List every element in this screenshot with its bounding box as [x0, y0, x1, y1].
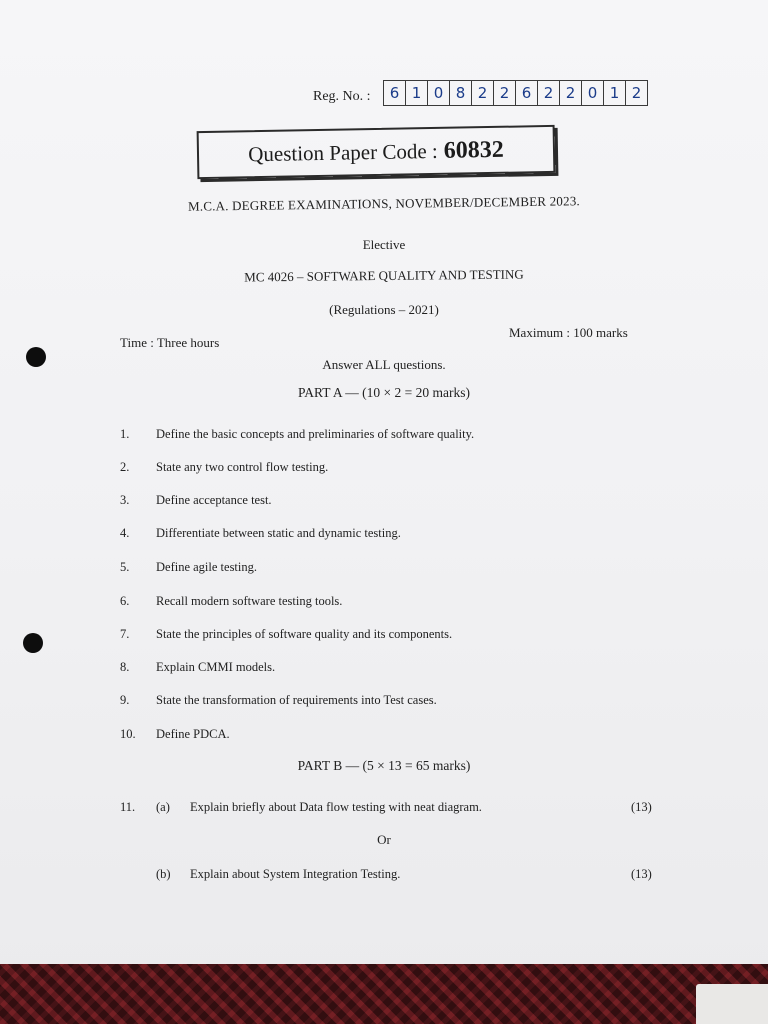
question-number: 10. [120, 727, 136, 741]
question-item [0, 427, 768, 445]
time-duration: Time : Three hours [120, 335, 220, 350]
question-marks: (13) [631, 800, 652, 814]
question-item [0, 560, 768, 578]
question-text: Define acceptance test. [156, 493, 272, 507]
instruction: Answer ALL questions. [322, 357, 446, 372]
maximum-marks: Maximum : 100 marks [509, 325, 628, 340]
subject-title: MC 4026 – SOFTWARE QUALITY AND TESTING [244, 266, 524, 285]
question-number: 11. [120, 800, 136, 814]
exam-title: M.C.A. DEGREE EXAMINATIONS, NOVEMBER/DECEMBER 2023. [187, 193, 581, 214]
question-paper-code-box [197, 125, 556, 179]
question-text: Explain about System Integration Testing. [190, 867, 401, 881]
question-item [0, 627, 768, 645]
question-text: Define agile testing. [156, 560, 258, 574]
question-item [0, 727, 768, 745]
reg-digit: 6 [384, 81, 406, 105]
question-number: 7. [120, 627, 130, 641]
question-item [0, 493, 768, 511]
reg-digit: 6 [516, 81, 538, 105]
question-text: State the transformation of requirements into Test cases. [156, 693, 437, 707]
corner-paper [696, 984, 768, 1024]
question-text: State the principles of software quality and its components. [156, 627, 453, 641]
question-text: Explain briefly about Data flow testing with neat diagram. [190, 800, 482, 814]
question-11a [0, 800, 768, 818]
reg-digit: 0 [582, 81, 604, 105]
reg-digit: 0 [428, 81, 450, 105]
reg-digit: 1 [406, 81, 428, 105]
reg-digit: 2 [631, 84, 642, 102]
question-text: Explain CMMI models. [156, 660, 276, 674]
question-item [0, 460, 768, 478]
question-sub-label: (b) [156, 867, 171, 881]
question-item [0, 660, 768, 678]
question-11b [0, 867, 768, 885]
question-text: State any two control flow testing. [156, 460, 329, 474]
reg-digit: 2 [560, 81, 582, 105]
question-text: Differentiate between static and dynamic testing. [156, 526, 401, 540]
question-item [0, 594, 768, 612]
part-b-heading: PART B — (5 × 13 = 65 marks) [297, 758, 471, 773]
or-separator: Or [377, 832, 391, 847]
question-number: 2. [120, 460, 130, 474]
reg-no-boxes [383, 80, 648, 106]
question-number: 8. [120, 660, 130, 674]
question-number: 9. [120, 693, 130, 707]
background-fabric [0, 964, 768, 1024]
question-number: 3. [120, 493, 130, 507]
question-item [0, 693, 768, 711]
reg-digit: 8 [450, 81, 472, 105]
reg-no-label: Reg. No. : [313, 89, 371, 104]
regulations: (Regulations – 2021) [329, 302, 439, 317]
question-text: Recall modern software testing tools. [156, 594, 343, 608]
question-number: 5. [120, 560, 130, 574]
reg-digit: 2 [472, 81, 494, 105]
question-marks: (13) [631, 867, 652, 881]
question-text: Define the basic concepts and preliminaries of software quality. [156, 427, 475, 441]
reg-digit: 1 [604, 81, 626, 105]
question-number: 4. [120, 526, 130, 540]
question-number: 1. [120, 427, 130, 441]
question-text: Define PDCA. [156, 727, 230, 741]
reg-digit: 2 [538, 81, 560, 105]
reg-digit: 2 [494, 81, 516, 105]
code-label: Question Paper Code : [248, 138, 438, 166]
part-a-heading: PART A — (10 × 2 = 20 marks) [298, 385, 470, 400]
question-item [0, 526, 768, 544]
question-sub-label: (a) [156, 800, 170, 814]
code-number: 60832 [443, 136, 504, 164]
elective-label: Elective [362, 237, 406, 252]
question-number: 6. [120, 594, 130, 608]
